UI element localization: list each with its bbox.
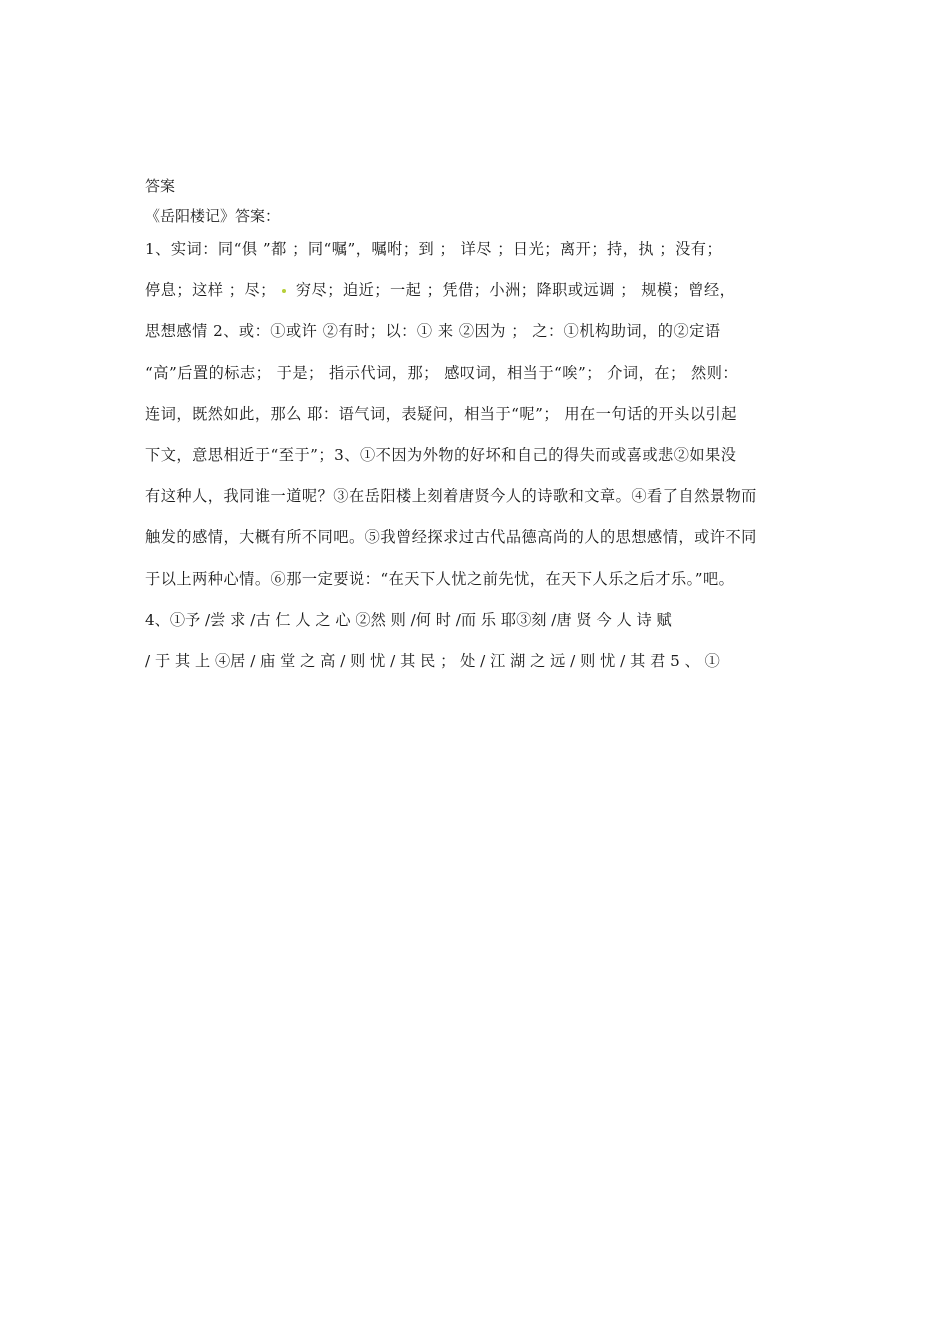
text-line: 触发的感情，大概有所不同吧。⑤我曾经探求过古代品德高尚的人的思想感情，或许不同 (145, 528, 757, 547)
text-line: “高”后置的标志； 于是； 指示代词，那； 感叹词，相当于“唉”； 介词，在； 然则： (145, 363, 739, 382)
document-subtitle: 《岳阳楼记》答案： (145, 207, 281, 225)
text-line: 于以上两种心情。⑥那一定要说：“在天下人忧之前先忧，在天下人乐之后才乐。”吧。 (145, 569, 735, 588)
text-line: 下文，意思相近于“至于”；3、①不因为外物的好坏和自己的得失而或喜或悲②如果没 (145, 445, 737, 464)
answer-heading: 答案 (145, 177, 176, 195)
text-line: 连词，既然如此，那么 耶：语气词，表疑问，相当于“呢”； 用在一句话的开头以引起 (145, 404, 737, 423)
text-line: 1、实词：同“俱 ”都 ；同“嘱”，嘱咐；到 ； 详尽 ；日光；离开；持，执 ；没有； (145, 240, 723, 258)
text-line: 4、①予 /尝 求 /古 仁 人 之 心 ②然 则 /何 时 /而 乐 耶③刻 /唐 贤 今 人 诗 赋 (145, 610, 672, 629)
text-line: 有这种人，我同谁一道呢？③在岳阳楼上刻着唐贤今人的诗歌和文章。④看了自然景物而 (145, 487, 757, 506)
text-line (145, 277, 810, 318)
document-content (145, 176, 810, 689)
text-line: 思想感情 2、或：①或许 ②有时；以：① 来 ②因为 ； 之：①机构助词，的②定语 (145, 322, 721, 341)
text-segment: 穷尽；迫近；一起 ；凭借；小洲；降职或远调 ； 规模；曾经， (295, 281, 736, 300)
marker-dot (282, 289, 286, 293)
text-segment: 停息；这样 ；尽； (145, 281, 276, 300)
answer-body (145, 236, 810, 689)
text-line: / 于 其 上 ④居 / 庙 堂 之 高 / 则 忧 / 其 民 ； 处 / 江 湖 之 远 / 则 忧 / 其 君 5 、 ① (145, 651, 720, 670)
